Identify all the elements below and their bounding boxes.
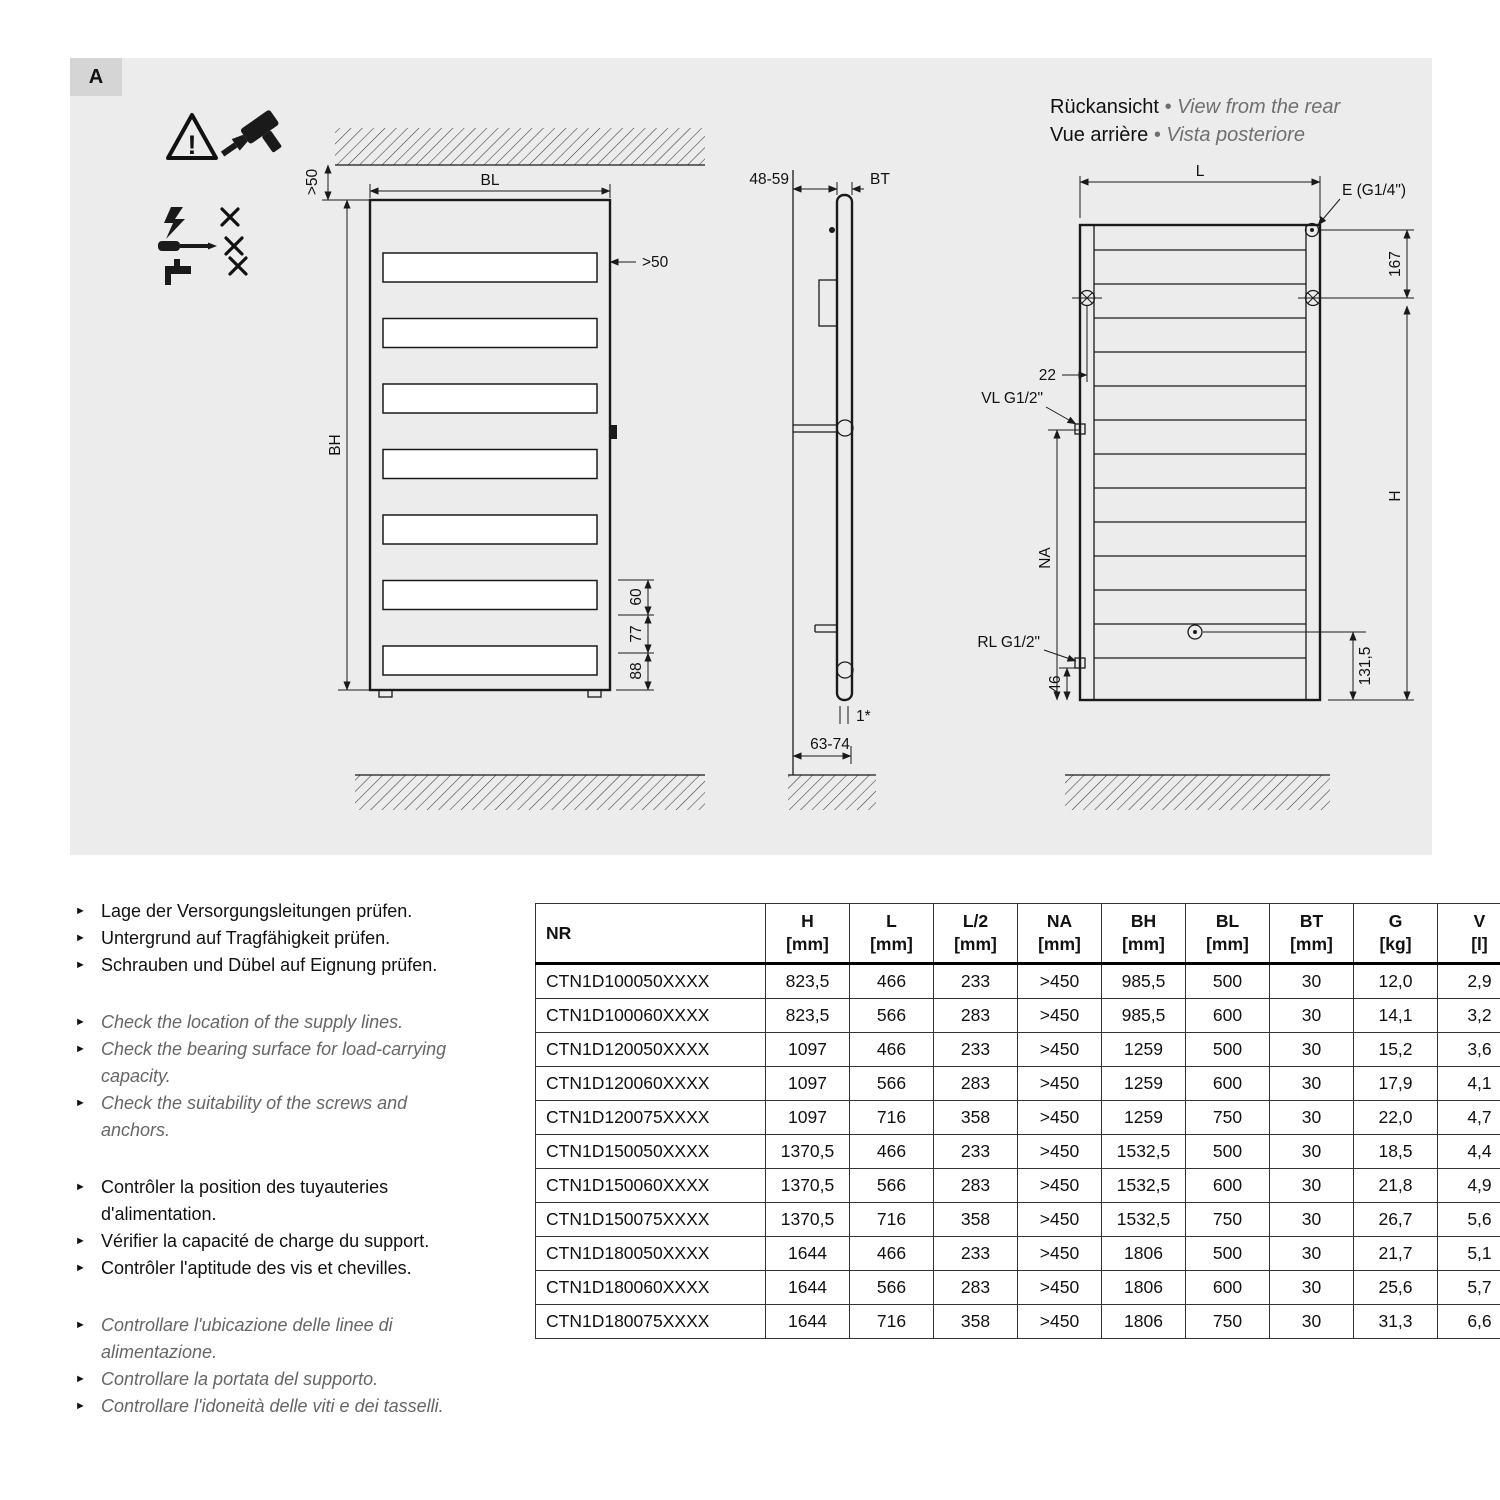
spec-value: 566 <box>850 1067 934 1101</box>
spec-value: 21,7 <box>1354 1237 1438 1271</box>
spec-value: >450 <box>1018 1067 1102 1101</box>
spec-value: 30 <box>1270 1237 1354 1271</box>
bullet-icon: ► <box>75 1016 86 1028</box>
side-connection-mark <box>610 425 617 439</box>
spec-value: 716 <box>850 1101 934 1135</box>
front-view <box>304 128 705 810</box>
rl-connection <box>977 634 1085 668</box>
model-number: CTN1D120060XXXX <box>536 1067 766 1101</box>
warning-exclamation: ! <box>187 130 197 160</box>
dim-bt <box>825 171 890 195</box>
spec-value: 283 <box>934 999 1018 1033</box>
spec-value: 4,1 <box>1438 1067 1500 1101</box>
spec-value: 823,5 <box>766 999 850 1033</box>
floor-hatch <box>355 775 705 810</box>
instruction-item <box>75 1366 515 1393</box>
spec-value: 18,5 <box>1354 1135 1438 1169</box>
dim-label-e: E (G1/4") <box>1342 182 1407 199</box>
spec-value: 466 <box>850 964 934 999</box>
dim-167 <box>1320 230 1414 298</box>
instruction-text: Check the bearing surface for load-carrying capacity. <box>101 1039 447 1086</box>
spec-value: >450 <box>1018 1033 1102 1067</box>
column-header-unit: [l] <box>1471 934 1488 954</box>
spec-value: 358 <box>934 1305 1018 1339</box>
spec-value: 22,0 <box>1354 1101 1438 1135</box>
spec-value: >450 <box>1018 1203 1102 1237</box>
spec-value: >450 <box>1018 1101 1102 1135</box>
spec-value: 233 <box>934 1237 1018 1271</box>
model-number: CTN1D150050XXXX <box>536 1135 766 1169</box>
dim-label-22: 22 <box>1038 367 1056 384</box>
spec-row <box>536 1067 1500 1101</box>
column-header-unit: [mm] <box>1038 934 1081 954</box>
installation-diagram-panel <box>70 58 1432 855</box>
spec-table-head <box>536 904 1500 964</box>
column-header-label: L/2 <box>962 911 989 931</box>
spec-value: 358 <box>934 1203 1018 1237</box>
spec-value: 14,1 <box>1354 999 1438 1033</box>
mounting-bracket-left <box>1072 291 1102 306</box>
dim-bl <box>370 172 610 198</box>
water-tap-icon <box>165 259 191 285</box>
dim-label-rl: RL G1/2" <box>977 634 1040 651</box>
spec-value: 1806 <box>1102 1237 1186 1271</box>
spec-row <box>536 1169 1500 1203</box>
model-number: CTN1D120075XXXX <box>536 1101 766 1135</box>
instruction-item <box>75 1036 515 1090</box>
warning-triangle-icon <box>168 115 216 160</box>
spec-value: 4,7 <box>1438 1101 1500 1135</box>
model-number: CTN1D180050XXXX <box>536 1237 766 1271</box>
model-number: CTN1D120050XXXX <box>536 1033 766 1067</box>
spec-value: 30 <box>1270 1169 1354 1203</box>
spec-value: 566 <box>850 1271 934 1305</box>
spec-value: 5,1 <box>1438 1237 1500 1271</box>
spec-value: 2,9 <box>1438 964 1500 999</box>
spec-value: 358 <box>934 1101 1018 1135</box>
spec-value: 500 <box>1186 1135 1270 1169</box>
dim-na <box>1037 430 1080 700</box>
instruction-text: Controllare l'ubicazione delle linee di alimentazione. <box>101 1315 393 1362</box>
column-header-unit: [mm] <box>786 934 829 954</box>
column-header-unit: [kg] <box>1379 934 1412 954</box>
spec-value: 30 <box>1270 1203 1354 1237</box>
dim-label-vl: VL G1/2" <box>981 390 1043 407</box>
spec-row <box>536 1203 1500 1237</box>
dim-label-l: L <box>1195 163 1205 180</box>
spec-value: 600 <box>1186 1169 1270 1203</box>
spec-value: 31,3 <box>1354 1305 1438 1339</box>
instruction-item <box>75 1228 515 1255</box>
dim-label-1star: 1* <box>856 708 871 725</box>
spec-value: 1806 <box>1102 1271 1186 1305</box>
column-header-label: NA <box>1046 911 1073 931</box>
spec-value: 466 <box>850 1033 934 1067</box>
bullet-icon: ► <box>75 1373 86 1385</box>
dim-bh <box>327 200 370 690</box>
dim-clearance-side <box>610 254 669 271</box>
spec-row <box>536 999 1500 1033</box>
spec-value: >450 <box>1018 1237 1102 1271</box>
electric-line-icon <box>164 207 185 239</box>
instruction-item <box>75 952 515 979</box>
spec-value: 30 <box>1270 1033 1354 1067</box>
bullet-icon: ► <box>75 905 86 917</box>
spec-value: 5,7 <box>1438 1271 1500 1305</box>
dim-label-63-74: 63-74 <box>810 736 850 753</box>
spec-value: >450 <box>1018 964 1102 999</box>
spec-value: 823,5 <box>766 964 850 999</box>
warning-icons <box>158 109 291 285</box>
spec-value: 17,9 <box>1354 1067 1438 1101</box>
instruction-text: Schrauben und Dübel auf Eignung prüfen. <box>101 955 438 975</box>
model-number: CTN1D180060XXXX <box>536 1271 766 1305</box>
model-number: CTN1D150075XXXX <box>536 1203 766 1237</box>
dim-l <box>1080 163 1320 218</box>
model-number: CTN1D100060XXXX <box>536 999 766 1033</box>
spec-value: 4,4 <box>1438 1135 1500 1169</box>
caption-separator2: • <box>1153 124 1161 146</box>
spec-value: 26,7 <box>1354 1203 1438 1237</box>
instruction-text: Controllare l'idoneità delle viti e dei tasselli. <box>101 1396 444 1416</box>
model-number: CTN1D150060XXXX <box>536 1169 766 1203</box>
instruction-item <box>75 1090 515 1144</box>
column-header-label: BT <box>1299 911 1324 931</box>
spec-value: 12,0 <box>1354 964 1438 999</box>
instruction-item <box>75 1255 515 1282</box>
column-header <box>934 904 1018 964</box>
radiator-rear-outline <box>1080 225 1320 700</box>
spec-value: 750 <box>1186 1203 1270 1237</box>
instruction-item <box>75 1312 515 1366</box>
instructions-it <box>75 1312 515 1420</box>
cross-icon <box>230 258 246 274</box>
spec-value: 1370,5 <box>766 1203 850 1237</box>
dim-bottom-spacings <box>616 580 654 690</box>
instruction-item <box>75 925 515 952</box>
wall-hatch <box>335 128 705 165</box>
dim-label-60: 60 <box>628 588 645 606</box>
spec-value: 716 <box>850 1305 934 1339</box>
column-header <box>766 904 850 964</box>
bullet-icon: ► <box>75 1043 86 1055</box>
technical-drawing-svg <box>70 58 1432 855</box>
spec-value: 750 <box>1186 1101 1270 1135</box>
instruction-text: Check the suitability of the screws and anchors. <box>101 1093 408 1140</box>
bullet-icon: ► <box>75 1319 86 1331</box>
spec-value: >450 <box>1018 1305 1102 1339</box>
bullet-icon: ► <box>75 959 86 971</box>
radiator-profile <box>837 195 852 700</box>
dim-label-131-5: 131,5 <box>1357 646 1374 686</box>
instructions-section <box>75 898 515 1450</box>
column-header-label: G <box>1388 911 1403 931</box>
spec-row <box>536 1271 1500 1305</box>
dim-label-clearance-top: >50 <box>304 168 321 196</box>
spec-value: 30 <box>1270 1135 1354 1169</box>
dim-label-48-59: 48-59 <box>749 171 789 188</box>
spec-value: 30 <box>1270 1305 1354 1339</box>
column-header <box>1438 904 1500 964</box>
spec-value: >450 <box>1018 1135 1102 1169</box>
column-header-label: BL <box>1215 911 1240 931</box>
column-header-label: H <box>801 911 814 931</box>
floor-hatch <box>1065 775 1330 810</box>
spec-value: 1644 <box>766 1237 850 1271</box>
spec-value: 30 <box>1270 1101 1354 1135</box>
spec-value: 1370,5 <box>766 1169 850 1203</box>
dim-label-bt: BT <box>870 171 890 188</box>
bullet-icon: ► <box>75 1400 86 1412</box>
spec-value: 1097 <box>766 1101 850 1135</box>
spec-value: 5,6 <box>1438 1203 1500 1237</box>
dim-63-74 <box>793 736 851 764</box>
column-header-unit: [mm] <box>954 934 997 954</box>
dim-131-5 <box>1203 632 1374 700</box>
spec-row <box>536 964 1500 999</box>
spec-value: 1644 <box>766 1271 850 1305</box>
caption-en: View from the rear <box>1177 96 1341 118</box>
spec-value: 30 <box>1270 1067 1354 1101</box>
spec-row <box>536 1237 1500 1271</box>
cross-icon <box>222 209 238 225</box>
spec-value: 1532,5 <box>1102 1135 1186 1169</box>
dim-label-77: 77 <box>628 625 645 643</box>
rl-pipe-side <box>815 625 853 678</box>
caption-it: Vista posteriore <box>1166 124 1305 146</box>
spec-value: 600 <box>1186 999 1270 1033</box>
mounting-bracket-right <box>1298 291 1328 306</box>
spec-value: >450 <box>1018 1271 1102 1305</box>
side-view <box>749 170 890 810</box>
spec-table-body <box>536 964 1500 1339</box>
spec-value: 3,6 <box>1438 1033 1500 1067</box>
column-header <box>850 904 934 964</box>
column-header <box>1354 904 1438 964</box>
instruction-text: Vérifier la capacité de charge du support. <box>101 1231 430 1251</box>
spec-value: 600 <box>1186 1067 1270 1101</box>
spec-value: 283 <box>934 1067 1018 1101</box>
vl-pipe-side <box>793 420 853 436</box>
dim-1star <box>840 706 871 725</box>
spec-table-head-row <box>536 904 1500 964</box>
spec-value: 985,5 <box>1102 999 1186 1033</box>
dim-label-46: 46 <box>1047 675 1064 693</box>
model-number: CTN1D180075XXXX <box>536 1305 766 1339</box>
spec-value: 30 <box>1270 964 1354 999</box>
spec-table <box>535 903 1500 1339</box>
floor-hatch <box>788 775 876 810</box>
spec-value: 566 <box>850 1169 934 1203</box>
column-header-label: L <box>886 911 897 931</box>
spec-value: 600 <box>1186 1271 1270 1305</box>
instruction-text: Controllare la portata del supporto. <box>101 1369 379 1389</box>
column-header <box>1270 904 1354 964</box>
spec-value: 466 <box>850 1237 934 1271</box>
spec-value: 233 <box>934 1033 1018 1067</box>
spec-row <box>536 1305 1500 1339</box>
spec-value: 500 <box>1186 964 1270 999</box>
spec-value: 1532,5 <box>1102 1203 1186 1237</box>
instructions-en <box>75 1009 515 1144</box>
column-header-unit: [mm] <box>1122 934 1165 954</box>
spec-value: 25,6 <box>1354 1271 1438 1305</box>
dim-clearance-top <box>304 165 370 200</box>
caption-separator: • <box>1164 96 1172 118</box>
caption-de: Rückansicht <box>1050 96 1159 118</box>
spec-value: 1097 <box>766 1033 850 1067</box>
spec-row <box>536 1135 1500 1169</box>
spec-value: 466 <box>850 1135 934 1169</box>
spec-value: 1259 <box>1102 1033 1186 1067</box>
spec-value: 1259 <box>1102 1067 1186 1101</box>
column-header-label: NR <box>546 922 572 943</box>
bullet-icon: ► <box>75 1097 86 1109</box>
instruction-item <box>75 1174 515 1228</box>
rear-view <box>977 163 1414 810</box>
spec-value: 4,9 <box>1438 1169 1500 1203</box>
bullet-icon: ► <box>75 1181 86 1193</box>
instruction-text: Contrôler l'aptitude des vis et chevilles. <box>101 1258 412 1278</box>
dim-label-bh: BH <box>327 434 344 456</box>
spec-value: 6,6 <box>1438 1305 1500 1339</box>
spec-value: 1259 <box>1102 1101 1186 1135</box>
column-header <box>1102 904 1186 964</box>
cross-tubes <box>1094 250 1306 658</box>
bullet-icon: ► <box>75 1235 86 1247</box>
spec-value: 283 <box>934 1169 1018 1203</box>
spec-value: 1806 <box>1102 1305 1186 1339</box>
bottom-connection <box>1188 625 1202 639</box>
column-header <box>536 904 766 964</box>
spec-value: 716 <box>850 1203 934 1237</box>
screwdriver-icon <box>158 241 217 251</box>
spec-value: 750 <box>1186 1305 1270 1339</box>
spec-value: 1370,5 <box>766 1135 850 1169</box>
instruction-text: Contrôler la position des tuyauteries d'alimentation. <box>101 1177 389 1224</box>
vl-connection <box>981 390 1085 434</box>
spec-value: 1532,5 <box>1102 1169 1186 1203</box>
column-header <box>1018 904 1102 964</box>
dim-label-88: 88 <box>628 662 645 680</box>
column-header-label: BH <box>1130 911 1157 931</box>
spec-value: 1644 <box>766 1305 850 1339</box>
spec-value: 233 <box>934 964 1018 999</box>
spec-value: 21,8 <box>1354 1169 1438 1203</box>
bullet-icon: ► <box>75 1262 86 1274</box>
instruction-item <box>75 1009 515 1036</box>
spec-value: >450 <box>1018 999 1102 1033</box>
spec-row <box>536 1033 1500 1067</box>
spec-value: 233 <box>934 1135 1018 1169</box>
column-header-unit: [mm] <box>1290 934 1333 954</box>
panel-label: A <box>70 58 122 96</box>
bullet-icon: ► <box>75 932 86 944</box>
column-header-unit: [mm] <box>870 934 913 954</box>
dim-h <box>1328 306 1414 700</box>
instructions-de <box>75 898 515 979</box>
cross-icon <box>226 238 242 254</box>
column-header-unit: [mm] <box>1206 934 1249 954</box>
dim-label-167: 167 <box>1387 251 1404 277</box>
spec-value: 1097 <box>766 1067 850 1101</box>
spec-value: 15,2 <box>1354 1033 1438 1067</box>
dim-label-bl: BL <box>480 172 500 189</box>
spec-row <box>536 1101 1500 1135</box>
dim-label-na: NA <box>1037 547 1054 569</box>
instructions-fr <box>75 1174 515 1282</box>
dim-label-h: H <box>1387 490 1404 502</box>
spec-value: 30 <box>1270 999 1354 1033</box>
spec-value: 566 <box>850 999 934 1033</box>
spec-value: 30 <box>1270 1271 1354 1305</box>
instruction-text: Untergrund auf Tragfähigkeit prüfen. <box>101 928 391 948</box>
radiator-slats <box>383 253 597 675</box>
model-number: CTN1D100050XXXX <box>536 964 766 999</box>
spec-value: 3,2 <box>1438 999 1500 1033</box>
instruction-item <box>75 1393 515 1420</box>
instruction-text: Lage der Versorgungsleitungen prüfen. <box>101 901 413 921</box>
spec-value: 283 <box>934 1271 1018 1305</box>
column-header-label: V <box>1473 911 1486 931</box>
caption-fr: Vue arrière <box>1050 124 1149 146</box>
mounting-bracket-side <box>819 280 837 326</box>
spec-value: 500 <box>1186 1033 1270 1067</box>
column-header <box>1186 904 1270 964</box>
spec-value: 500 <box>1186 1237 1270 1271</box>
spec-value: 985,5 <box>1102 964 1186 999</box>
instruction-item <box>75 898 515 925</box>
dim-label-clearance-side: >50 <box>642 254 669 271</box>
instruction-text: Check the location of the supply lines. <box>101 1012 404 1032</box>
drill-icon <box>217 109 291 177</box>
spec-value: >450 <box>1018 1169 1102 1203</box>
